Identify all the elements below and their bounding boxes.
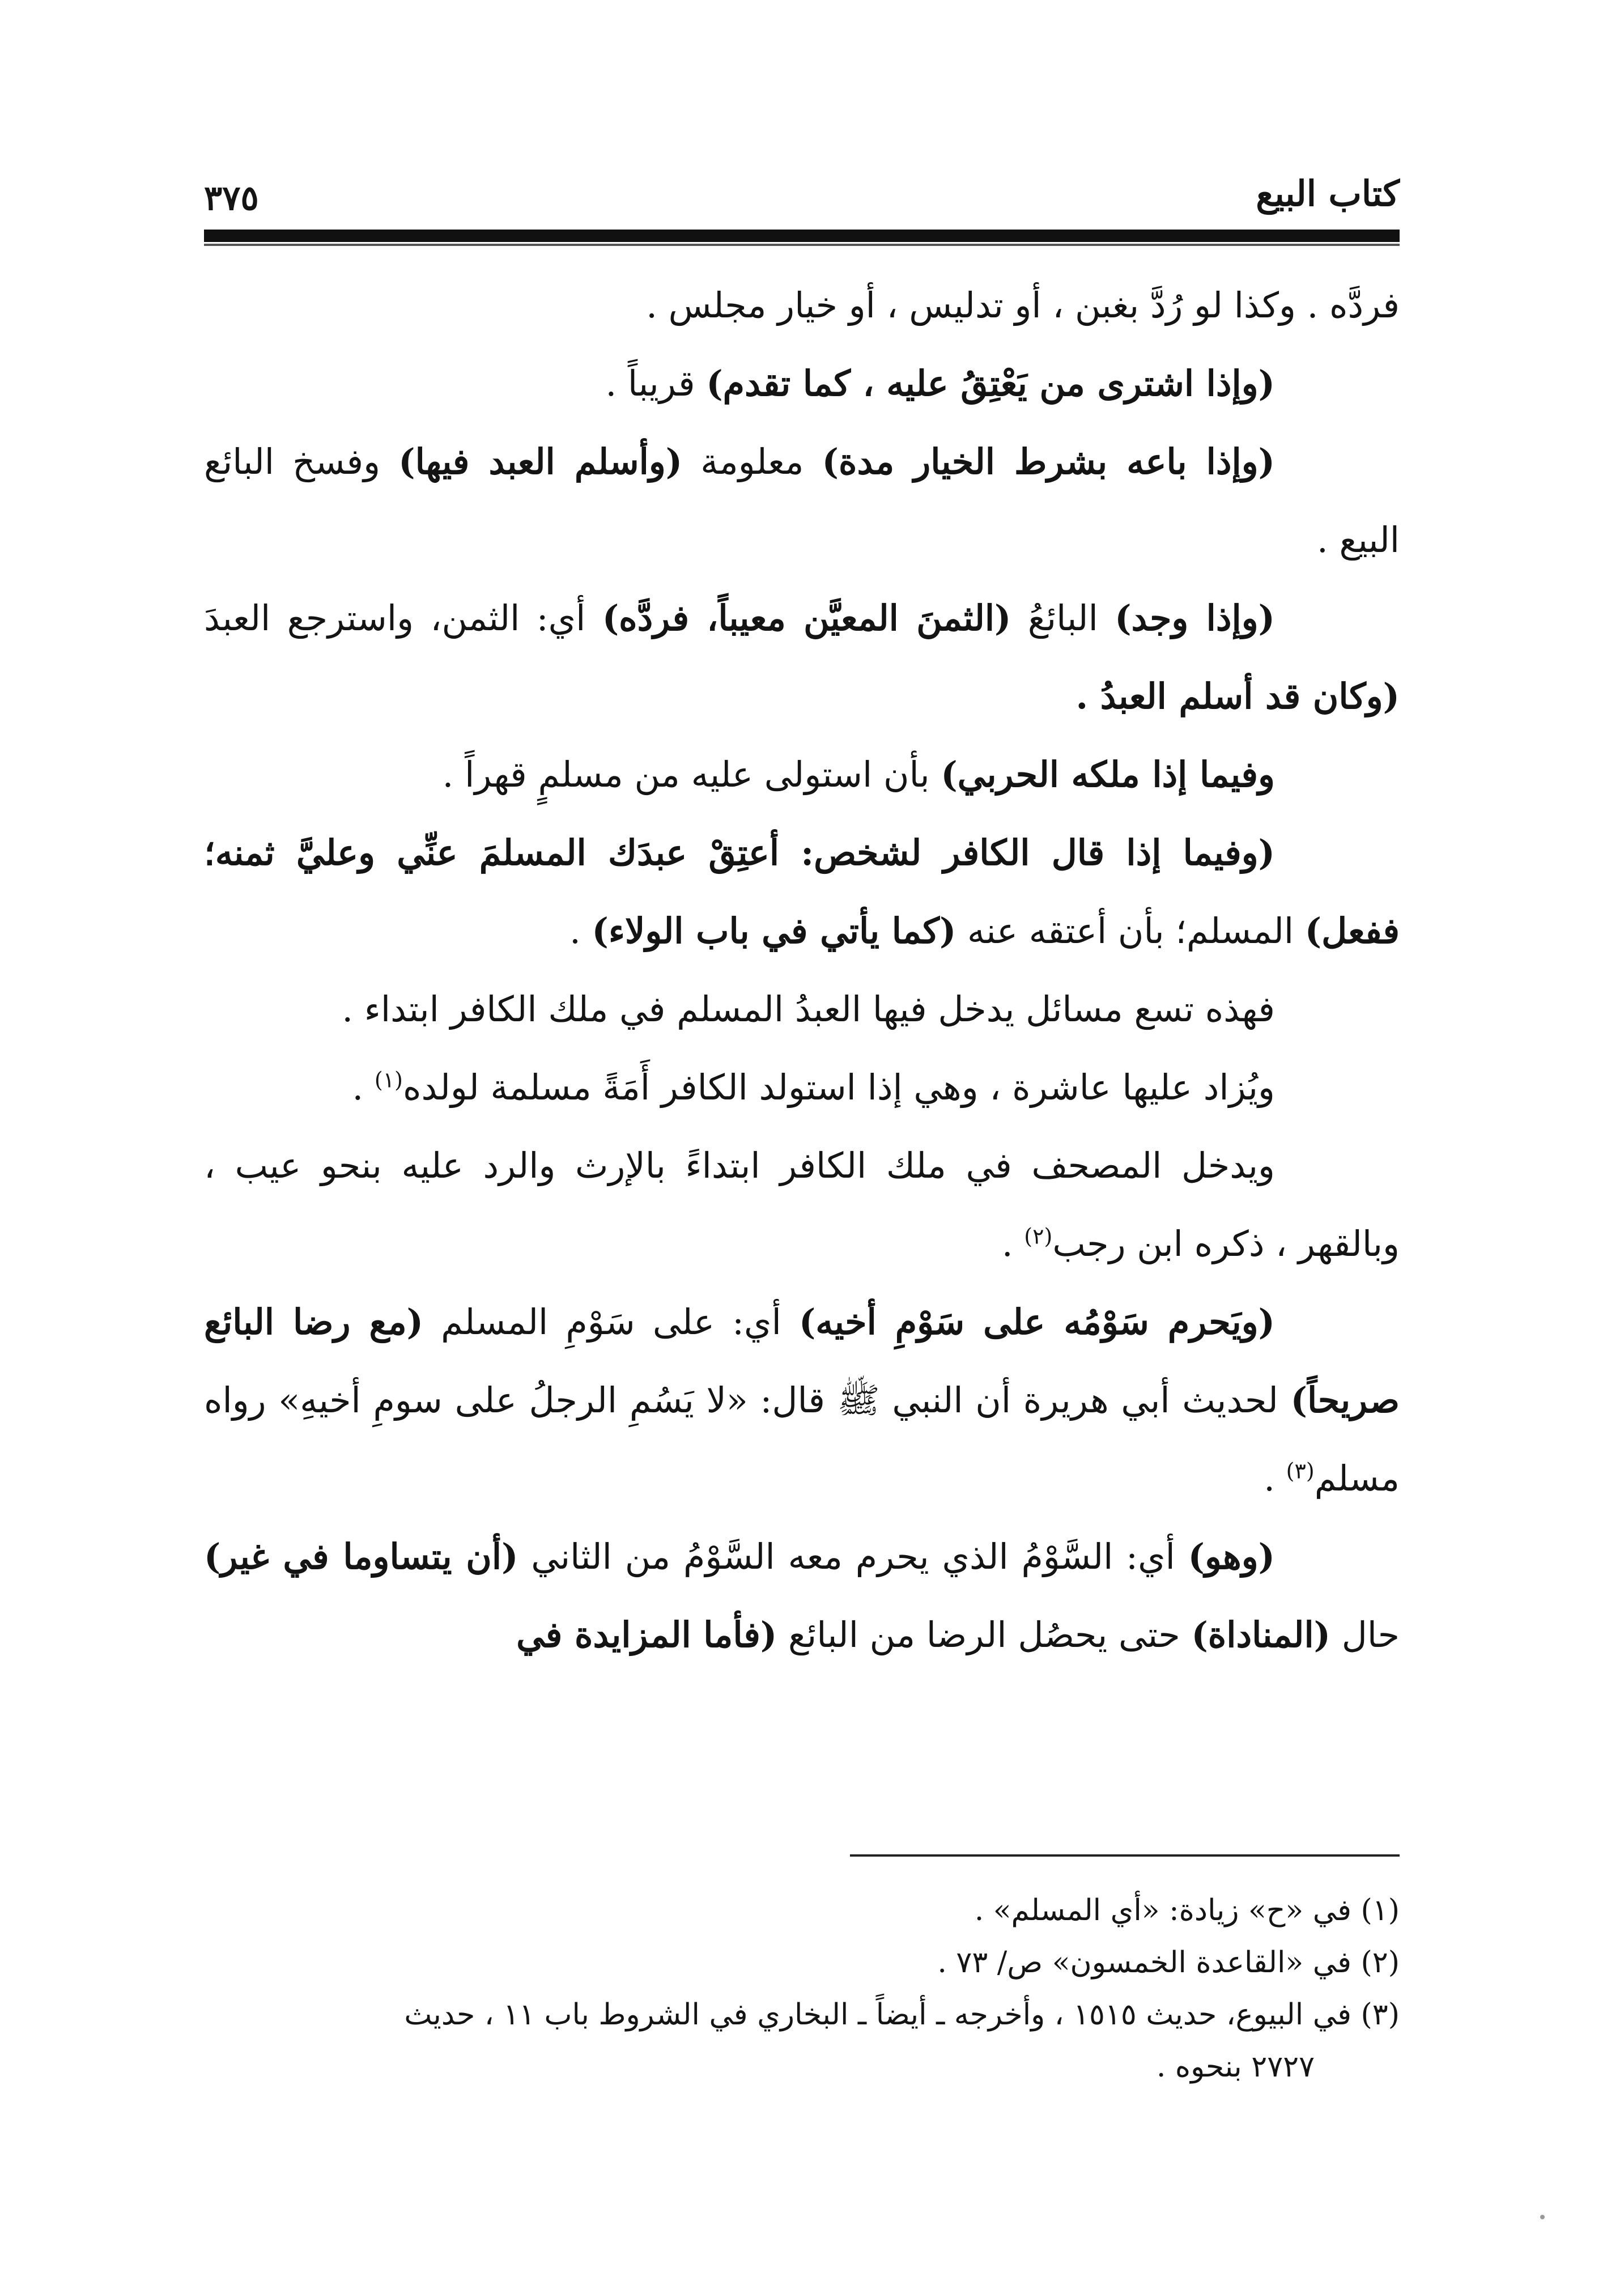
text-run: المسلم؛ بأن أعتقه عنه <box>956 910 1305 952</box>
text-run: ويُزاد عليها عاشرة ، وهي إذا استولد الكافر أَمَةً مسلمة لولده <box>402 1067 1275 1108</box>
text-run: البائعُ <box>1011 597 1115 639</box>
paragraph-4 <box>204 579 1400 736</box>
paragraph-8 <box>204 1048 1400 1127</box>
footnote-3: (٣) في البيوع، حديث ١٥١٥ ، وأخرجه ـ أيضاً ـ البخاري في الشروط باب ١١ ، حديث <box>404 1998 1400 2032</box>
page-number: ٣٧٥ <box>204 179 259 218</box>
bold-run: (وفيما إذا قال الكافر لشخص: أعتِقْ عبدَك المسلمَ عنِّي وعليَّ ثمنه؛ ففعل) <box>204 832 1400 952</box>
footnote-2: (٢) في «القاعدة الخمسون» ص/ ٧٣ . <box>937 1946 1400 1980</box>
text-run: . <box>352 1067 375 1108</box>
paragraph-11 <box>204 1518 1400 1674</box>
footnote-ref: (١) <box>374 1067 403 1093</box>
bold-run: (فأما المزايدة في <box>516 1614 777 1655</box>
paragraph-7 <box>204 970 1400 1048</box>
text-run: . <box>1001 1223 1024 1264</box>
paragraph-2 <box>204 345 1400 423</box>
bold-run: (وإذا وجد) <box>1115 597 1275 639</box>
scan-speck <box>1540 2215 1545 2219</box>
header-rule-thin <box>204 244 1400 246</box>
footnotes <box>204 1884 1400 2093</box>
text-run: فردَّه . وكذا لو رُدَّ بغبن ، أو تدليس ، أو خيار مجلس . <box>646 284 1400 326</box>
bold-run: (المناداة) <box>1191 1614 1331 1655</box>
text-run: معلومة <box>682 441 822 482</box>
text-run: ويدخل المصحف في ملك الكافر ابتداءً بالإرث والرد عليه بنحو عيب ، وبالقهر ، ذكره ابن رجب <box>204 1145 1400 1264</box>
bold-run: (ويَحرم سَوْمُه على سَوْمِ أخيه) <box>798 1301 1275 1343</box>
header-rule <box>204 230 1400 242</box>
paragraph-10 <box>204 1283 1400 1518</box>
text-run: قريباً . <box>605 363 707 404</box>
bold-run: (مع رضا البائع صريحاً) <box>204 1301 1400 1421</box>
footnote-1: (١) في «ح» زيادة: «أي المسلم» . <box>974 1893 1400 1927</box>
footnote-ref: (٢) <box>1024 1224 1053 1249</box>
paragraph-9 <box>204 1127 1400 1283</box>
paragraph-5 <box>204 736 1400 814</box>
bold-run: (الثمنَ المعيَّن معيباً، فردَّه) <box>602 597 1011 639</box>
paragraph-1 <box>204 266 1400 345</box>
text-run: . <box>569 910 592 952</box>
chapter-title: كتاب البيع <box>1256 173 1400 214</box>
footnote-ref: (٣) <box>1286 1458 1315 1484</box>
text-run: حتى يحصُل الرضا من البائع <box>777 1614 1192 1655</box>
text-run: أي: الثمن، واسترجع العبدَ <box>204 597 602 639</box>
paragraph-3 <box>204 423 1400 579</box>
bold-run: (كما يأتي في باب الولاء) <box>592 910 956 952</box>
text-run: وفسخ البائع البيع . <box>204 441 1400 560</box>
bold-run: (وكان قد أسلم العبدُ . <box>1075 676 1400 717</box>
footnote-3-continuation: ٢٧٢٧ بنحوه . <box>1156 2050 1315 2084</box>
bold-run: (وإذا باعه بشرط الخيار مدة) <box>822 441 1276 482</box>
text-run: فهذه تسع مسائل يدخل فيها العبدُ المسلم في ملك الكافر ابتداء . <box>342 988 1275 1030</box>
text-run: أي: السَّوْمُ الذي يحرم معه السَّوْمُ من الثاني <box>518 1536 1188 1577</box>
paragraph-6 <box>204 814 1400 970</box>
bold-run: (وإذا اشترى من يَعْتِقُ عليه ، كما تقدم) <box>706 363 1275 404</box>
bold-run: (وأسلم العبد فيها) <box>398 441 683 482</box>
text-run: حال <box>1330 1614 1400 1655</box>
main-text <box>204 266 1400 1674</box>
footnote-separator <box>850 1854 1400 1857</box>
text-run: أي: على سَوْمِ المسلم <box>423 1301 799 1343</box>
bold-run: وفيما إذا ملكه الحربي) <box>941 754 1275 795</box>
text-run: بأن استولى عليه من مسلمٍ قهراً . <box>442 754 941 795</box>
text-run: لحديث أبي هريرة أن النبي ﷺ قال: «لا يَسُمِ الرجلُ على سومِ أخيهِ» رواه مسلم <box>204 1379 1400 1499</box>
bold-run: (أن يتساوما في غير) <box>204 1536 518 1577</box>
bold-run: (وهو) <box>1188 1536 1275 1577</box>
text-run: . <box>1264 1458 1286 1499</box>
